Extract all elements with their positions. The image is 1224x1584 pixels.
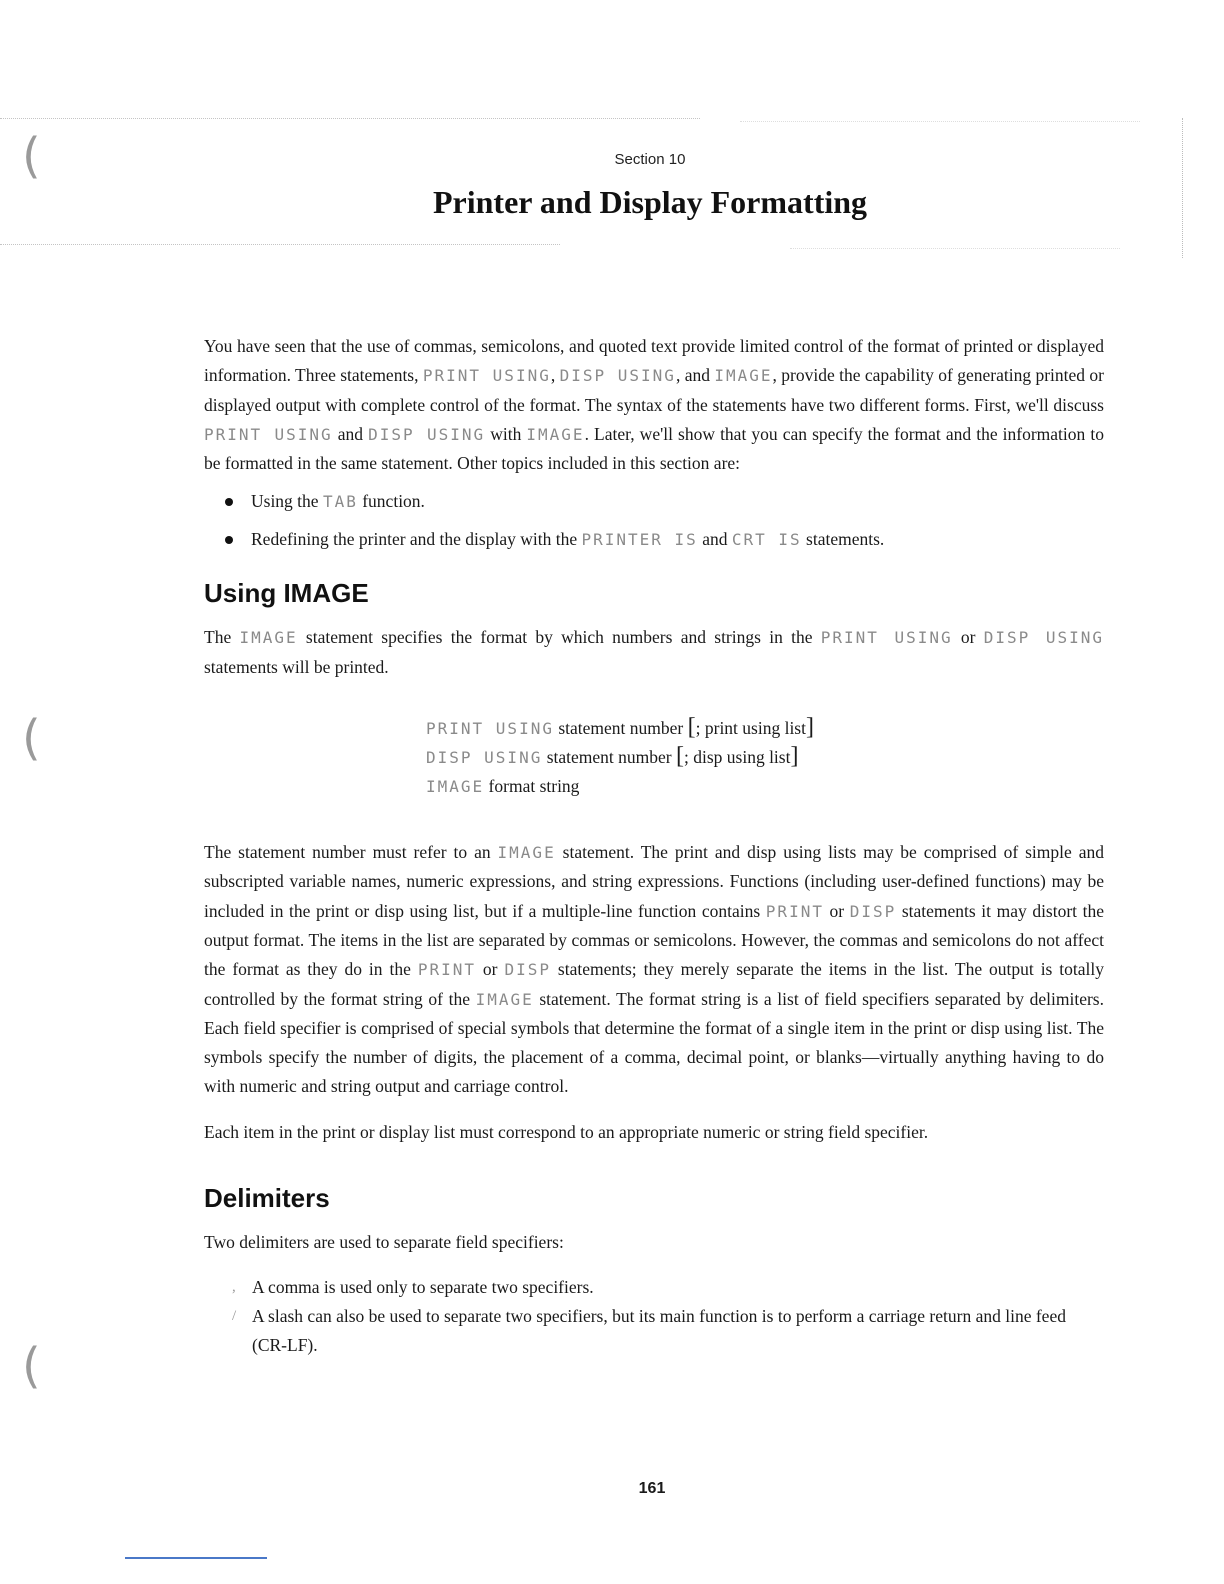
page-title: Printer and Display Formatting <box>432 184 868 220</box>
binding-hole-mark: ( <box>22 710 41 766</box>
keyword-disp-using: DISP USING <box>368 424 486 444</box>
keyword-image: IMAGE <box>475 989 534 1009</box>
text-run: A comma is used only to separate two specifiers. <box>252 1277 594 1298</box>
keyword-crt-is: CRT IS <box>731 530 802 550</box>
list-item <box>204 487 1104 516</box>
keyword-tab: TAB <box>322 492 358 512</box>
delimiters-list <box>204 1273 1104 1360</box>
each-item-paragraph: Each item in the print or display list must correspond to an appropriate numeric or string field specifier. <box>204 1121 929 1142</box>
bullet-icon <box>225 536 233 544</box>
text-run: with <box>485 423 527 444</box>
text-run: statements will be printed. <box>204 656 389 677</box>
syntax-line <box>426 743 1104 772</box>
keyword-print-using: PRINT USING <box>820 628 953 648</box>
keyword-disp: DISP <box>504 960 551 980</box>
text-run: The <box>204 627 240 648</box>
heading-using-image: Using IMAGE <box>204 578 369 609</box>
image-intro-paragraph <box>204 623 1104 682</box>
text-run: statement specifies the format by which numbers and strings in the <box>297 627 821 648</box>
binding-hole-mark: ( <box>22 1338 41 1394</box>
text-run: The statement number must refer to an <box>204 842 498 863</box>
keyword-printer-is: PRINTER IS <box>581 530 698 550</box>
text-run: and <box>332 423 369 444</box>
text-run: . Later, we'll show that you can specify the format and the information to be formatted in the same statement. Other topics included in this section are: <box>204 423 1104 474</box>
keyword-image: IMAGE <box>526 424 585 444</box>
section-label: Section 10 <box>614 151 686 168</box>
topics-list <box>204 487 1104 554</box>
keyword-print-using: PRINT USING <box>204 424 333 444</box>
text-run: or <box>952 627 984 648</box>
intro-paragraph <box>204 332 1104 478</box>
list-item <box>204 1273 1104 1302</box>
keyword-disp: DISP <box>849 901 897 921</box>
text-run: , provide the capability of generating printed or displayed output with complete control of the format. The syntax of the statements have two different forms. First, we'll discuss <box>204 365 1104 415</box>
syntax-line <box>426 714 1104 743</box>
keyword-image: IMAGE <box>426 777 485 797</box>
optional-part: ; print using list <box>695 718 806 739</box>
slash-mark: / <box>232 1308 237 1325</box>
text-run: Using the <box>251 491 323 512</box>
text-run: statement number <box>542 747 676 768</box>
text-run: statements it may distort the output format. The items in the list are separated by commas or semicolons. However, the commas and semicolons do not affect the format as they do in the <box>204 900 1105 980</box>
scan-noise-bottom-right <box>790 248 1120 251</box>
text-run: statement. The print and disp using lists may be comprised of simple and subscripted variable names, numeric expressions, and string expressions. Functions (including user-defined functions) may be included in the print or disp using list, but if a multiple-line function contains <box>204 842 1105 921</box>
keyword-print-using: PRINT USING <box>422 366 551 386</box>
delimiters-intro: Two delimiters are used to separate field specifiers: <box>204 1232 564 1253</box>
text-run: Redefining the printer and the display with the <box>251 529 582 550</box>
syntax-line <box>426 772 1104 801</box>
optional-part: ; disp using list <box>683 747 791 768</box>
text-run: and <box>697 529 732 550</box>
keyword-disp-using: DISP USING <box>983 628 1105 648</box>
text-run: statements; they merely separate the items in the list. The output is totally controlled by the format string of the <box>204 959 1105 1009</box>
keyword-image: IMAGE <box>714 366 773 386</box>
text-run: You have seen that the use of commas, semicolons, and quoted text provide limited control of the format of printed or displayed information. Three statements, <box>204 336 1104 386</box>
statement-number-paragraph <box>204 838 1104 1102</box>
text-run: A slash can also be used to separate two specifiers, but its main function is to perform a carriage return and line feed (CR-LF). <box>252 1306 1066 1356</box>
bracket-close: ] <box>805 714 814 741</box>
footer-rule <box>125 1557 267 1559</box>
text-run: , <box>550 365 560 386</box>
scan-noise-top <box>0 118 700 121</box>
keyword-image: IMAGE <box>497 843 556 863</box>
list-item <box>204 525 1104 554</box>
keyword-print: PRINT <box>417 960 476 980</box>
keyword-disp-using: DISP USING <box>559 366 676 386</box>
heading-delimiters: Delimiters <box>204 1183 330 1214</box>
text-run: format string <box>484 776 580 797</box>
list-item <box>204 1302 1104 1360</box>
keyword-image: IMAGE <box>239 628 298 648</box>
text-run: function. <box>357 491 425 512</box>
text-run: or <box>823 900 850 921</box>
syntax-block <box>426 714 1104 801</box>
bullet-icon <box>225 498 233 506</box>
bracket-open: [ <box>675 743 684 770</box>
text-run: statement number <box>553 718 688 739</box>
binding-hole-mark: ( <box>22 128 41 184</box>
keyword-print-using: PRINT USING <box>426 719 554 739</box>
text-run: , and <box>675 365 715 386</box>
keyword-disp-using: DISP USING <box>426 748 543 768</box>
comma-mark: , <box>232 1279 236 1296</box>
bracket-close: ] <box>790 743 799 770</box>
text-run: or <box>475 959 505 980</box>
text-run: statement. The format string is a list of field specifiers separated by delimiters. Each field specifier is comprised of special symbols that determine the format of a single item in the print or disp using list. The symbols specify the number of digits, the placement of a comma, decimal point, or blanks—virtually anything having to do with numeric and string output and carriage control. <box>204 988 1104 1097</box>
keyword-print: PRINT <box>765 901 824 921</box>
scan-noise-bottom <box>0 244 560 247</box>
page-content <box>204 332 1104 1360</box>
bracket-open: [ <box>687 714 696 741</box>
page-number: 161 <box>638 1480 666 1497</box>
scan-noise-top-right <box>740 121 1140 124</box>
text-run: statements. <box>801 529 885 550</box>
